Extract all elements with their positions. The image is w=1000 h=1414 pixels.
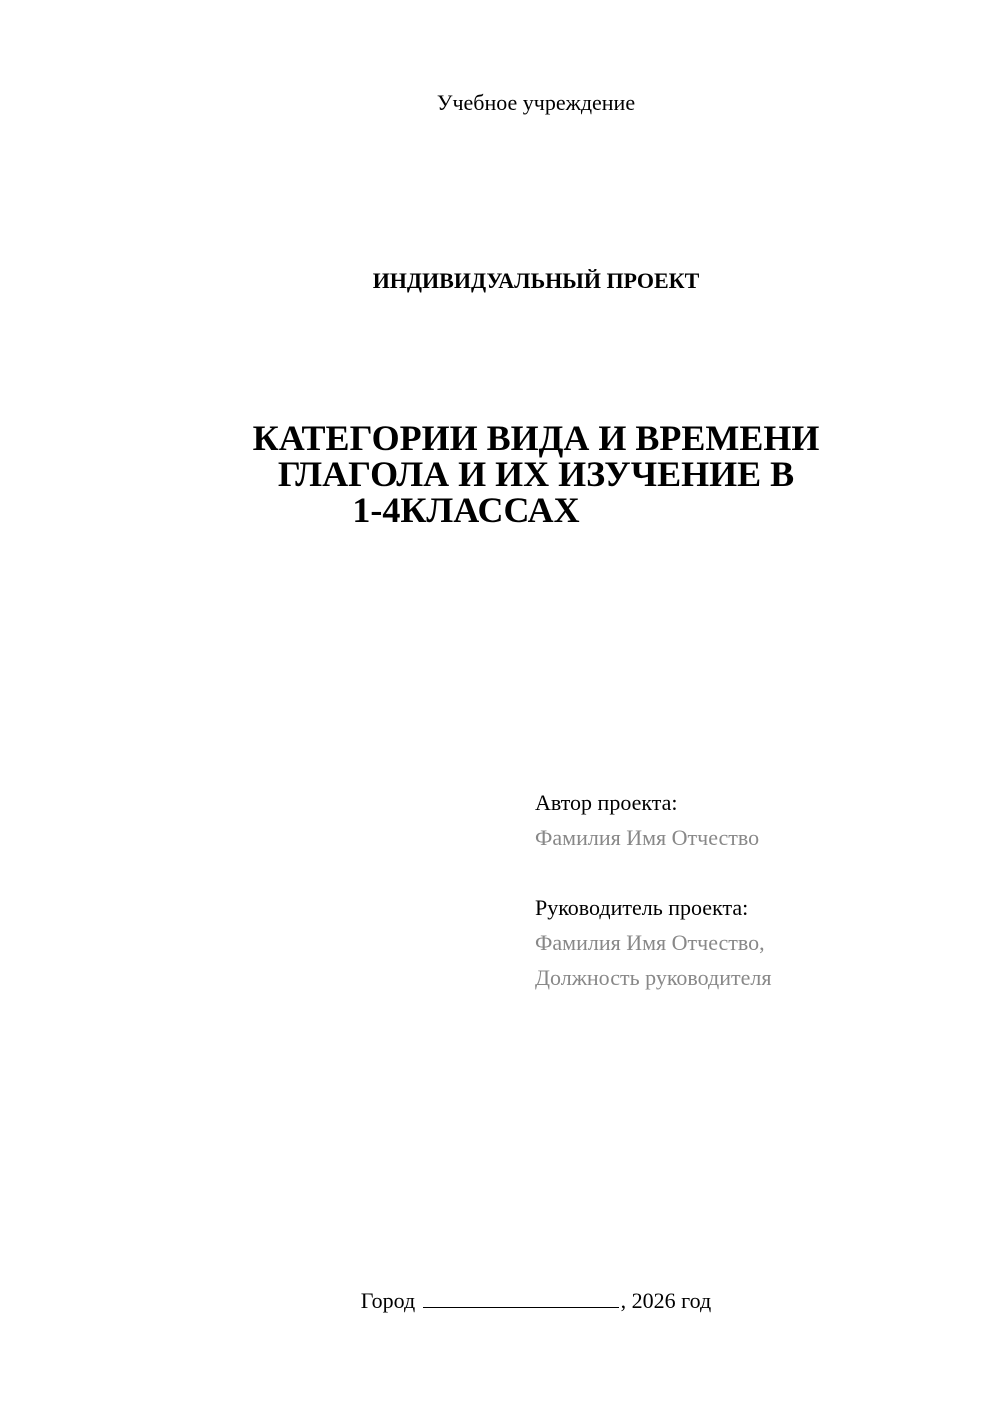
author-label: Автор проекта: — [535, 790, 678, 815]
city-blank-line — [423, 1289, 619, 1308]
city-label: Город — [360, 1288, 421, 1313]
title-line-1: КАТЕГОРИИ ВИДА И ВРЕМЕНИ — [252, 418, 820, 458]
institution-name: Учебное учреждение — [436, 90, 636, 115]
year-text: , 2026 год — [620, 1288, 712, 1313]
author-block — [535, 785, 759, 855]
document-type: ИНДИВИДУАЛЬНЫЙ ПРОЕКТ — [372, 268, 700, 293]
supervisor-label: Руководитель проекта: — [535, 895, 749, 920]
supervisor-block — [535, 890, 771, 995]
title-line-2: ГЛАГОЛА И ИХ ИЗУЧЕНИЕ В — [277, 454, 795, 494]
title-line-3: 1-4КЛАССАХ — [352, 490, 580, 530]
document-title — [200, 420, 872, 528]
supervisor-position: Должность руководителя — [535, 965, 772, 990]
supervisor-name: Фамилия Имя Отчество, — [535, 930, 765, 955]
author-name: Фамилия Имя Отчество — [535, 825, 760, 850]
city-year-line — [0, 1288, 1000, 1314]
